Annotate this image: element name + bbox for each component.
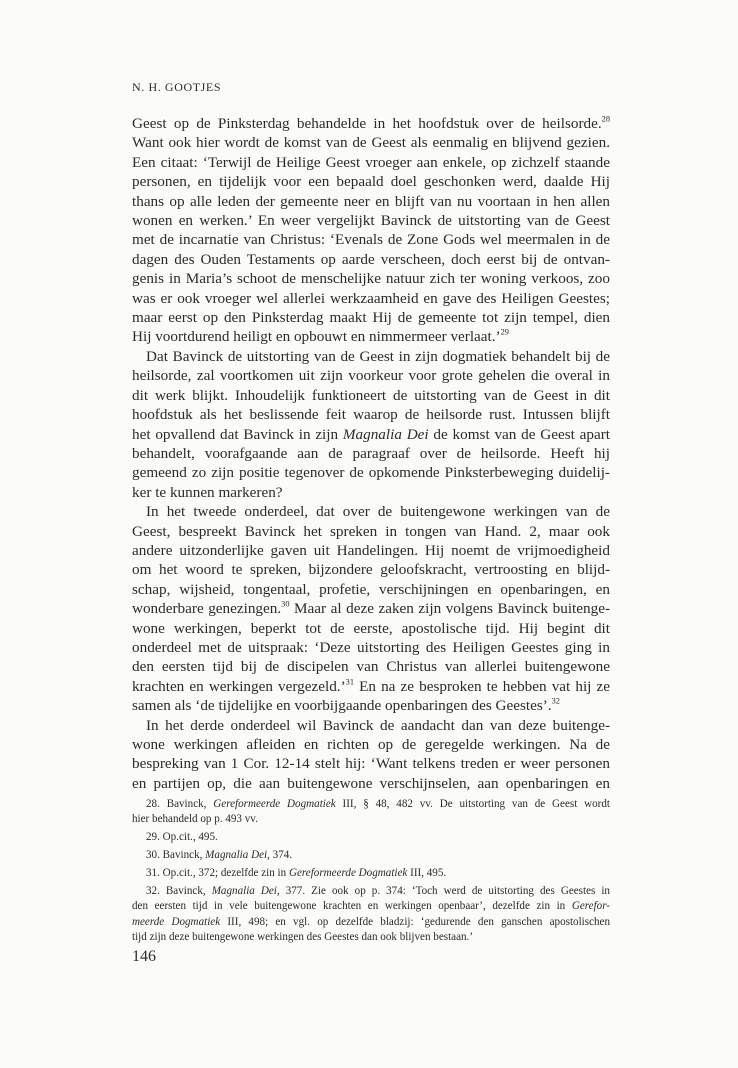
text-line <box>132 541 610 560</box>
text-run: onderdeel met de uitspraak: ‘Deze uitstorting des Heiligen Geestes ging in <box>132 638 610 656</box>
text-line <box>132 797 610 812</box>
text-line <box>132 830 610 845</box>
text-line <box>132 677 610 696</box>
italic-title: Gereformeerde Dogmatiek <box>288 867 408 880</box>
text-run: dagen des Ouden Testaments op aarde verscheen, doch eerst bij de ontvan- <box>132 250 610 268</box>
text-line <box>132 884 610 899</box>
italic-title: Gerefor- <box>571 900 610 913</box>
text-run: In het tweede onderdeel, dat over de buitengewone werkingen van de <box>146 503 610 521</box>
text-line <box>132 774 610 793</box>
text-line <box>132 308 610 327</box>
text-run: den eersten tijd bij de discipelen van Christus van allerlei buitengewone <box>132 658 610 676</box>
text-line <box>132 425 610 444</box>
text-run: III, 498; en vgl. op dezelfde bladzij: ‘gedurende den ganschen apostolischen <box>220 915 611 928</box>
text-run: krachten en werkingen vergezeld.’ <box>132 677 346 695</box>
text-line <box>132 696 610 715</box>
italic-title: meerde Dogmatiek <box>132 915 221 928</box>
text-run: , 374. <box>267 849 293 862</box>
footnote <box>132 848 610 863</box>
footnotes <box>132 797 610 948</box>
text-line <box>132 915 610 930</box>
text-line <box>132 289 610 308</box>
text-line <box>132 560 610 579</box>
text-line <box>132 444 610 463</box>
text-line <box>132 463 610 482</box>
text-run: met de incarnatie van Christus: ‘Evenals de Zone Gods wel meermalen in de <box>132 231 610 249</box>
running-head: N. H. GOOTJES <box>132 80 222 94</box>
text-run: en partijen op, die aan buitengewone verschijnselen, aan openbaringen en <box>132 774 610 792</box>
text-line <box>132 483 610 502</box>
text-run: schap, wijsheid, tongentaal, profetie, verschijningen en openbaringen, en <box>132 580 610 598</box>
text-line <box>132 405 610 424</box>
text-run: In het derde onderdeel wil Bavinck de aandacht dan van deze buitenge- <box>146 716 610 734</box>
italic-title: Magnalia Dei <box>342 425 429 443</box>
italic-title: Magnalia Dei <box>205 849 268 862</box>
text-line <box>132 638 610 657</box>
text-run: wone werkingen, beperkt tot de eerste, apostolische tijd. Hij begint dit <box>132 619 610 637</box>
italic-title: Magnalia Dei <box>211 885 277 898</box>
text-line <box>132 366 610 385</box>
text-line <box>132 133 610 152</box>
text-run: 28. Bavinck, <box>146 798 214 810</box>
text-run: En na ze besproken te hebben vat hij ze <box>354 677 610 695</box>
text-run: Geest, bespreekt Bavinck het spreken in tongen van Hand. 2, maar ook <box>132 522 610 540</box>
text-line <box>132 866 610 881</box>
text-line <box>132 599 610 618</box>
text-run: dit werk blijkt. Inhoudelijk funktioneert de uitstorting van de Geest in dit <box>132 386 610 404</box>
italic-title: Gereformeerde Dogmatiek <box>213 798 336 810</box>
text-line <box>132 327 610 346</box>
text-run: genis in Maria’s schoot de menschelijke natuur zich ter woning verkoos, zoo <box>132 270 610 288</box>
body-text <box>132 114 610 793</box>
text-run: wone werkingen afleiden en richten op de geregelde werkingen. Na de <box>132 736 610 753</box>
text-line <box>132 386 610 405</box>
text-line <box>132 347 610 366</box>
text-run: Maar al deze zaken zijn volgens Bavinck buitenge- <box>289 600 610 618</box>
paragraph <box>132 502 610 715</box>
paragraph <box>132 114 610 347</box>
text-line <box>132 211 610 230</box>
text-line <box>132 580 610 599</box>
text-run: 32. Bavinck, <box>146 885 212 898</box>
text-line <box>132 619 610 638</box>
text-run: behandelt, voorafgaande aan de paragraaf over de heilsorde. Heeft hij <box>132 444 610 462</box>
text-run: de komst van de Geest apart <box>428 425 610 443</box>
text-run: was er ook vroeger wel allerlei werkzaamheid en gave des Heiligen Geestes; <box>132 289 610 307</box>
text-line <box>132 812 610 827</box>
text-run: heilsorde, zal voortkomen uit zijn voorkeur voor grote gehelen die overal in <box>132 367 610 385</box>
text-run: III, 495. <box>407 867 447 880</box>
footnote <box>132 866 610 881</box>
text-run: III, § 48, 482 vv. De uitstorting van de Geest wordt <box>335 798 610 810</box>
text-line <box>132 899 610 914</box>
text-line <box>132 114 610 133</box>
footnote-list <box>132 797 610 946</box>
text-line <box>132 754 610 773</box>
text-run: om het woord te spreken, bijzondere geloofskracht, vertroosting en blijd- <box>132 561 610 579</box>
text-run: bespreking van 1 Cor. 12-14 stelt hij: ‘Want telkens treden er weer personen <box>132 755 610 773</box>
text-run: wonen en werken.’ En weer vergelijkt Bavinck de uitstorting van de Geest <box>132 212 610 230</box>
footnote-ref: 31 <box>345 677 354 687</box>
footnote-ref: 32 <box>551 696 560 706</box>
text-line <box>132 192 610 211</box>
text-run: wonderbare genezingen. <box>132 600 282 618</box>
text-line <box>132 269 610 288</box>
text-line <box>132 250 610 269</box>
text-run: personen, en tijdelijk voor een bepaald doel geschonken werd, daalde Hij <box>132 173 610 191</box>
footnote-ref: 30 <box>281 599 290 609</box>
text-line <box>132 230 610 249</box>
text-run: hoofdstuk als het beslissende feit waarop de heilsorde rust. Intussen blijft <box>132 406 610 424</box>
text-line <box>132 172 610 191</box>
text-run: , 377. Zie ook op p. 374: ‘Toch werd de uitstorting des Geestes in <box>276 885 610 898</box>
text-line <box>132 848 610 863</box>
page-number: 146 <box>132 948 156 965</box>
text-run: gemeend zo zijn positie tegenover de opkomende Pinksterbeweging duidelij- <box>132 464 610 482</box>
text-run: 30. Bavinck, <box>146 849 206 862</box>
text-run: hier behandeld op p. 493 vv. <box>132 813 258 826</box>
footnote <box>132 797 610 828</box>
text-line <box>132 716 610 735</box>
text-run: tijd zijn deze buitengewone werkingen des Geestes dan ook blijven bestaan.’ <box>132 931 474 944</box>
footnote <box>132 884 610 946</box>
text-run: den eersten tijd in vele buitengewone krachten en werkingen openbaar’, dezelfde zin in <box>132 900 572 913</box>
text-run: Hij voortdurend heiligt en opbouwt en nimmermeer verlaat.’ <box>132 328 501 346</box>
text-run: Dat Bavinck de uitstorting van de Geest in zijn dogmatiek behandelt bij de <box>146 347 610 365</box>
text-run: 29. Op.cit., 495. <box>146 831 218 844</box>
text-run: het opvallend dat Bavinck in zijn <box>132 425 343 443</box>
text-run: ker te kunnen markeren? <box>132 483 283 501</box>
footnote-ref: 28 <box>601 114 610 124</box>
text-line <box>132 657 610 676</box>
footnote-ref: 29 <box>500 328 509 338</box>
text-line <box>132 502 610 521</box>
text-line <box>132 522 610 541</box>
paragraphs <box>132 114 610 793</box>
text-line <box>132 153 610 172</box>
text-line <box>132 735 610 754</box>
footnote <box>132 830 610 845</box>
paragraph <box>132 347 610 502</box>
paragraph <box>132 716 610 794</box>
text-run: 31. Op.cit., 372; dezelfde zin in <box>146 867 289 880</box>
text-run: Want ook hier wordt de komst van de Geest als eenmalig en blijvend gezien. <box>132 134 610 152</box>
text-run: maar eerst op den Pinksterdag maakt Hij de gemeente tot zijn tempel, dien <box>132 309 610 327</box>
text-run: Geest op de Pinksterdag behandelde in het hoofdstuk over de heilsorde. <box>132 115 602 132</box>
text-run: thans op alle leden der gemeente neer en blijft van nu voortaan in hen allen <box>132 192 610 210</box>
text-run: andere uitzonderlijke gaven uit Handelingen. Hij noemt de vrijmoedigheid <box>132 541 610 559</box>
text-run: samen als ‘de tijdelijke en voorbijgaande openbaringen des Geestes’. <box>132 697 552 715</box>
text-run: Een citaat: ‘Terwijl de Heilige Geest vroeger aan enkele, op zichzelf staande <box>132 153 610 171</box>
text-line <box>132 930 610 945</box>
